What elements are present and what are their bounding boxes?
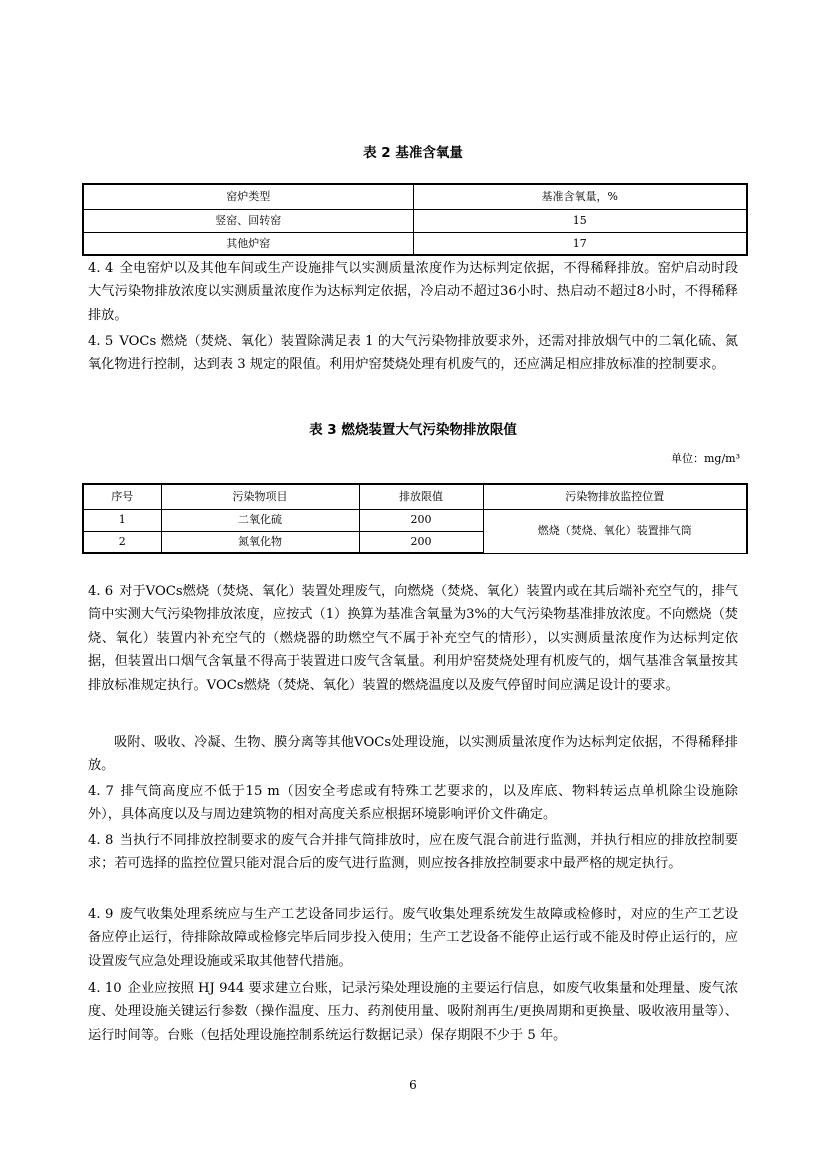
section-number: 4. 5	[88, 334, 114, 349]
section-text: 当执行不同排放控制要求的废气合并排气筒排放时，应在废气混合前进行监测，并执行相应的排放控制要求；若可选择的监控位置只能对混合后的废气进行监测，则应按各排放控制要求中最严格的规定执行。	[88, 833, 739, 872]
section-text: 排气筒高度应不低于15 m（因安全考虑或有特殊工艺要求的，以及库底、物料转运点单机除尘设施除外），具体高度以及与周边建筑物的相对高度关系应根据环境影响评价文件确定。	[88, 784, 738, 823]
table3-cell: 二氧化硫	[161, 509, 359, 531]
table3-header-location: 污染物排放监控位置	[483, 484, 747, 509]
table3-header-pollutant: 污染物项目	[161, 484, 359, 509]
table2-header-oxygen: 基准含氧量，%	[413, 184, 747, 209]
section-number: 4. 7	[88, 784, 114, 799]
section-4-8	[88, 829, 738, 876]
page-number: 6	[409, 1078, 417, 1092]
table3-header-limit: 排放限值	[359, 484, 483, 509]
section-text: 吸附、吸收、冷凝、生物、膜分离等其他VOCs处理设施，以实测质量浓度作为达标判定依据，不得稀释排放。	[88, 735, 738, 774]
section-4-9	[88, 903, 738, 973]
section-number: 4. 9	[88, 907, 114, 922]
table3-cell: 2	[83, 531, 161, 553]
table2-cell: 15	[413, 209, 747, 232]
section-text: 对于VOCs燃烧（焚烧、氧化）装置处理废气，向燃烧（焚烧、氧化）装置内或在其后端补充空气的，排气筒中实测大气污染物排放浓度，应按式（1）换算为基准含氧量为3%的大气污染物基准排放浓度。不向燃烧（焚烧、氧化）装置内补充空气的（燃烧器的助燃空气不属于补充空气的情形），以实测质量浓度作为达标判定依据，但装置出口烟气含氧量不得高于装置进口废气含氧量。利用炉窑焚烧处理有机废气的，烟气基准含氧量按其排放标准规定执行。VOCs燃烧（焚烧、氧化）装置的燃烧温度以及废气停留时间应满足设计的要求。	[88, 584, 738, 693]
section-4-5	[88, 330, 738, 377]
table2-caption: 表 2 基准含氧量	[363, 145, 463, 161]
section-number: 4. 6	[88, 584, 114, 599]
table2	[82, 183, 748, 256]
table3-header-no: 序号	[83, 484, 161, 509]
section-4-4	[88, 257, 738, 327]
table3-unit: 单位：mg/m³	[670, 452, 740, 465]
section-4-6	[88, 580, 738, 697]
table3-cell: 200	[359, 531, 483, 553]
table3-cell: 氮氧化物	[161, 531, 359, 553]
section-number: 4. 4	[88, 261, 114, 276]
section-text: 企业应按照 HJ 944 要求建立台账，记录污染处理设施的主要运行信息，如废气收集量和处理量、废气浓度、处理设施关键运行参数（操作温度、压力、药剂使用量、吸附剂再生/更换周期和更换量、吸收液用量等）、运行时间等。台账（包括处理设施控制系统运行数据记录）保存期限不少于 5 年。	[88, 981, 739, 1043]
table2-cell: 其他炉窑	[83, 232, 413, 255]
table3-location-cell: 燃烧（焚烧、氧化）装置排气筒	[483, 509, 747, 553]
section-text: VOCs 燃烧（焚烧、氧化）装置除满足表 1 的大气污染物排放要求外，还需对排放烟气中的二氧化硫、氮氧化物进行控制，达到表 3 规定的限值。利用炉窑焚烧处理有机废气的，还应满足相应排放标准的控制要求。	[88, 334, 738, 373]
table3-cell: 1	[83, 509, 161, 531]
table2-cell: 17	[413, 232, 747, 255]
section-4-7	[88, 780, 738, 827]
table3	[82, 483, 748, 554]
section-number: 4. 8	[88, 833, 114, 848]
table2-cell: 竖窑、回转窑	[83, 209, 413, 232]
section-number: 4. 10	[88, 981, 122, 996]
section-4-10	[88, 977, 738, 1047]
section-text: 全电窑炉以及其他车间或生产设施排气以实测质量浓度作为达标判定依据，不得稀释排放。窑炉启动时段大气污染物排放浓度以实测质量浓度作为达标判定依据，冷启动不超过36小时、热启动不超过8小时，不得稀释排放。	[88, 261, 739, 323]
table3-caption: 表 3 燃烧装置大气污染物排放限值	[309, 422, 517, 438]
table2-header-kiln-type: 窑炉类型	[83, 184, 413, 209]
section-text: 废气收集处理系统应与生产工艺设备同步运行。废气收集处理系统发生故障或检修时，对应的生产工艺设备应停止运行，待排除故障或检修完毕后同步投入使用；生产工艺设备不能停止运行或不能及时停止运行的，应设置废气应急处理设施或采取其他替代措施。	[88, 907, 739, 969]
section-4-6-continued	[88, 731, 738, 778]
table3-cell: 200	[359, 509, 483, 531]
